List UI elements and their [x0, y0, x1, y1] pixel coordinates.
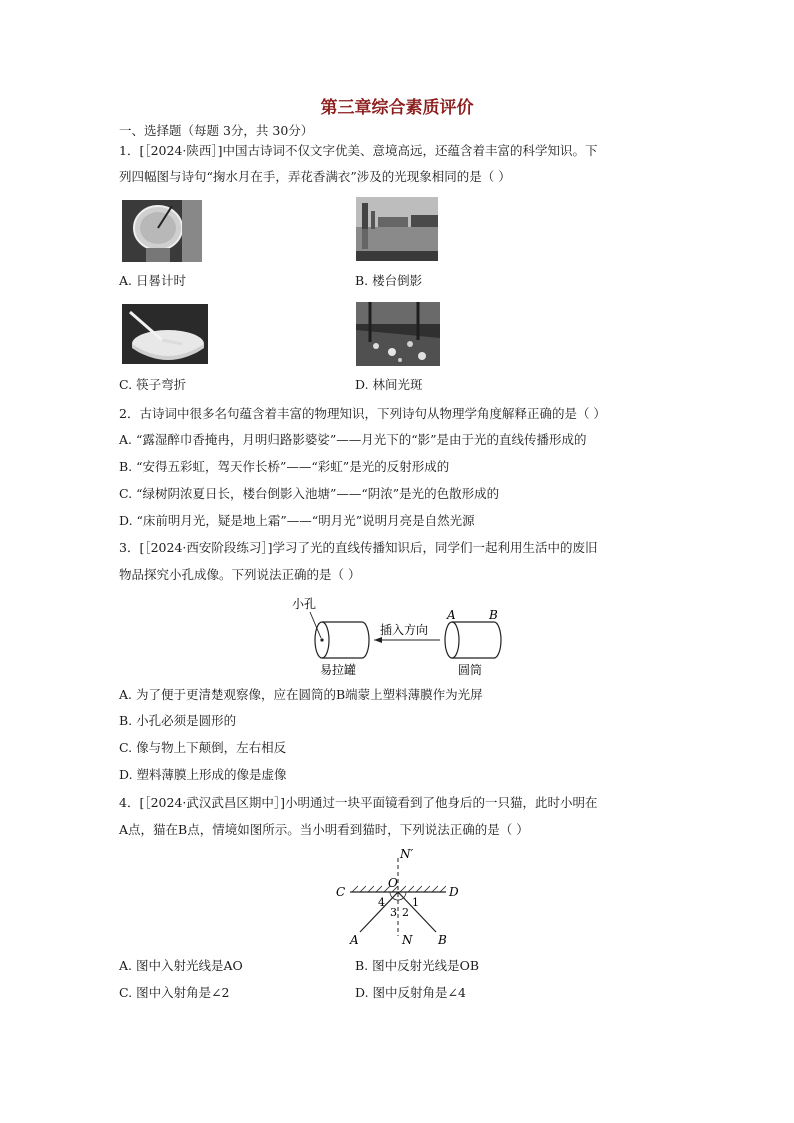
q2-option-c[interactable]: C. “绿树阴浓夏日长，楼台倒影入池塘”——“阴浓”是光的色散形成的 — [119, 486, 500, 501]
q1-text-line1: 1．[［2024·陕西］]中国古诗词不仅文字优美、意境高远，还蕴含着丰富的科学知识。下 — [119, 143, 598, 158]
label-o: O — [388, 876, 398, 890]
q3-option-c[interactable]: C. 像与物上下颠倒，左右相反 — [119, 740, 287, 755]
q4-option-d[interactable]: D. 图中反射角是∠4 — [355, 985, 466, 1000]
label-b: B — [438, 933, 447, 947]
q1-option-b[interactable]: B. 楼台倒影 — [355, 273, 423, 288]
can-shape — [310, 612, 369, 658]
label-n: N — [402, 933, 413, 947]
photo-sundial — [122, 200, 202, 262]
forest-image — [356, 302, 440, 366]
label-angle-2: 2 — [402, 906, 409, 919]
label-end-b: B — [489, 608, 498, 622]
q1-option-d[interactable]: D. 林间光斑 — [355, 377, 423, 392]
label-angle-1: 1 — [412, 896, 419, 909]
photo-tower-reflection — [356, 197, 438, 261]
q2-option-a[interactable]: A. “露湿醉巾香掩冉，月明归路影婆娑”——月光下的“影”是由于光的直线传播形成的 — [119, 432, 587, 447]
label-angle-4: 4 — [378, 896, 385, 909]
sundial-image — [122, 200, 202, 262]
label-angle-3: 3 — [390, 906, 397, 919]
q4-text-line1: 4．[［2024·武汉武昌区期中］]小明通过一块平面镜看到了他身后的一只猫，此时小明在 — [119, 795, 598, 810]
label-d: D — [449, 885, 459, 899]
label-n-prime: N′ — [400, 847, 414, 861]
q1-option-c[interactable]: C. 筷子弯折 — [119, 377, 187, 392]
q4-text-line2: A点，猫在B点，情境如图所示。当小明看到猫时，下列说法正确的是（ ） — [119, 822, 529, 837]
q2-option-d[interactable]: D. “床前明月光，疑是地上霜”——“明月光”说明月亮是自然光源 — [119, 513, 475, 528]
q3-text-line1: 3．[［2024·西安阶段练习］]学习了光的直线传播知识后，同学们一起利用生活中的废旧 — [119, 540, 598, 555]
label-hole: 小孔 — [292, 597, 317, 611]
tower-reflection-image — [356, 197, 438, 261]
mirror-diagram — [330, 846, 470, 948]
label-can: 易拉罐 — [320, 663, 357, 677]
q3-option-a[interactable]: A. 为了便于更清楚观察像，应在圆筒的B端蒙上塑料薄膜作为光屏 — [119, 687, 483, 702]
label-tube: 圆筒 — [458, 663, 483, 677]
q4-option-c[interactable]: C. 图中入射角是∠2 — [119, 985, 230, 1000]
q1-text-line2: 列四幅图与诗句“掬水月在手，弄花香满衣”涉及的光现象相同的是（ ） — [119, 169, 511, 184]
photo-forest-light-spots — [356, 302, 440, 366]
q1-option-a[interactable]: A. 日晷计时 — [119, 273, 186, 288]
photo-chopsticks — [122, 304, 208, 364]
q3-text-line2: 物品探究小孔成像。下列说法正确的是（ ） — [119, 567, 361, 582]
q4-option-b[interactable]: B. 图中反射光线是OB — [355, 958, 480, 973]
section-heading: 一、选择题（每题 3分，共 30分） — [119, 123, 314, 138]
q2-option-b[interactable]: B. “安得五彩虹，驾天作长桥”——“彩虹”是光的反射形成的 — [119, 459, 450, 474]
label-a: A — [350, 933, 359, 947]
label-c: C — [336, 885, 346, 899]
q2-text: 2．古诗词中很多名句蕴含着丰富的物理知识，下列诗句从物理学角度解释正确的是（ ） — [119, 406, 606, 421]
chopsticks-image — [122, 304, 208, 364]
label-end-a: A — [447, 608, 456, 622]
direction-arrow — [374, 637, 440, 643]
label-direction: 插入方向 — [380, 623, 429, 637]
page-title: 第三章综合素质评价 — [320, 98, 474, 118]
tube-shape — [445, 622, 501, 658]
q3-option-d[interactable]: D. 塑料薄膜上形成的像是虚像 — [119, 767, 287, 782]
q3-option-b[interactable]: B. 小孔必须是圆形的 — [119, 713, 237, 728]
q4-option-a[interactable]: A. 图中入射光线是AO — [119, 958, 243, 973]
pinhole-diagram — [290, 592, 510, 678]
